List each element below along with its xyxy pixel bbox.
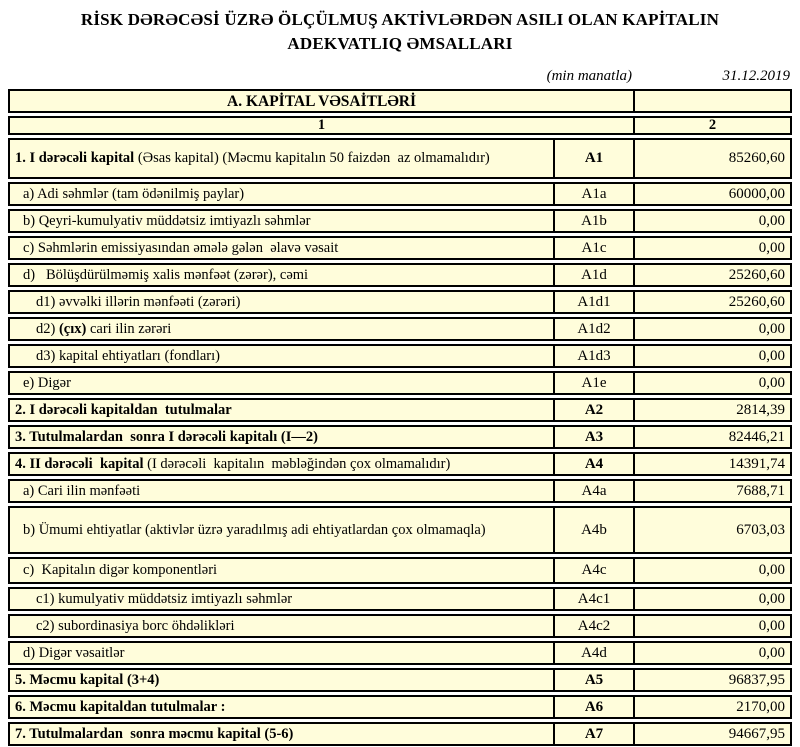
table-row bbox=[8, 317, 792, 341]
row-label: c) Səhmlərin emissiyasından əmələ gələn əlavə vəsait bbox=[8, 236, 555, 260]
row-value: 0,00 bbox=[635, 317, 792, 341]
row-code: A2 bbox=[555, 398, 635, 422]
table-row bbox=[8, 479, 792, 503]
table-row bbox=[8, 236, 792, 260]
row-code: A1d2 bbox=[555, 317, 635, 341]
row-code: A4c bbox=[555, 557, 635, 584]
report-date: 31.12.2019 bbox=[722, 68, 790, 84]
table-row bbox=[8, 668, 792, 692]
table-row bbox=[8, 506, 792, 554]
row-label: a) Adi səhmlər (tam ödənilmiş paylar) bbox=[8, 182, 555, 206]
row-label: d3) kapital ehtiyatları (fondları) bbox=[8, 344, 555, 368]
page-title-line1: RİSK DƏRƏCƏSİ ÜZRƏ ÖLÇÜLMUŞ AKTİVLƏRDƏN ASILI OLAN KAPİTALIN bbox=[80, 10, 720, 29]
table-row bbox=[8, 138, 792, 179]
column-header-1: 1 bbox=[8, 116, 635, 135]
row-value: 2170,00 bbox=[635, 695, 792, 719]
table-row bbox=[8, 722, 792, 746]
row-code: A4d bbox=[555, 641, 635, 665]
row-label: b) Qeyri-kumulyativ müddətsiz imtiyazlı səhmlər bbox=[8, 209, 555, 233]
row-value: 0,00 bbox=[635, 344, 792, 368]
row-label: e) Digər bbox=[8, 371, 555, 395]
row-label: d) Bölüşdürülməmiş xalis mənfəət (zərər), cəmi bbox=[8, 263, 555, 287]
table-row bbox=[8, 263, 792, 287]
row-code: A1 bbox=[555, 138, 635, 179]
page-title bbox=[8, 8, 792, 56]
row-code: A1e bbox=[555, 371, 635, 395]
row-value: 0,00 bbox=[635, 557, 792, 584]
row-code: A1a bbox=[555, 182, 635, 206]
row-value: 82446,21 bbox=[635, 425, 792, 449]
row-value: 14391,74 bbox=[635, 452, 792, 476]
units-note: (min manatla) bbox=[546, 68, 632, 84]
row-label: 7. Tutulmalardan sonra məcmu kapital (5-6) bbox=[8, 722, 555, 746]
row-label: d1) əvvəlki illərin mənfəəti (zərəri) bbox=[8, 290, 555, 314]
row-value: 0,00 bbox=[635, 587, 792, 611]
column-header-2: 2 bbox=[635, 116, 792, 135]
table-row bbox=[8, 557, 792, 584]
table-row bbox=[8, 209, 792, 233]
table-row bbox=[8, 695, 792, 719]
row-value: 85260,60 bbox=[635, 138, 792, 179]
row-label: c) Kapitalın digər komponentləri bbox=[8, 557, 555, 584]
section-header-empty-cell bbox=[635, 89, 792, 113]
row-label: d2) (çıx) cari ilin zərəri bbox=[8, 317, 555, 341]
row-label: 5. Məcmu kapital (3+4) bbox=[8, 668, 555, 692]
table-row bbox=[8, 614, 792, 638]
row-code: A3 bbox=[555, 425, 635, 449]
row-value: 0,00 bbox=[635, 236, 792, 260]
row-value: 6703,03 bbox=[635, 506, 792, 554]
table-row bbox=[8, 344, 792, 368]
row-code: A4b bbox=[555, 506, 635, 554]
section-header-row bbox=[8, 89, 792, 113]
row-label: 4. II dərəcəli kapital (I dərəcəli kapitalın məbləğindən çox olmamalıdır) bbox=[8, 452, 555, 476]
row-code: A4c2 bbox=[555, 614, 635, 638]
row-label: c1) kumulyativ müddətsiz imtiyazlı səhmlər bbox=[8, 587, 555, 611]
row-code: A1b bbox=[555, 209, 635, 233]
row-code: A5 bbox=[555, 668, 635, 692]
row-value: 25260,60 bbox=[635, 290, 792, 314]
row-value: 25260,60 bbox=[635, 263, 792, 287]
row-value: 0,00 bbox=[635, 614, 792, 638]
row-code: A4c1 bbox=[555, 587, 635, 611]
row-value: 0,00 bbox=[635, 641, 792, 665]
page-title-line2: ADEKVATLIQ ƏMSALLARI bbox=[287, 34, 513, 53]
row-label: 1. I dərəcəli kapital (Əsas kapital) (Məcmu kapitalın 50 faizdən az olmamalıdır) bbox=[8, 138, 555, 179]
capital-table bbox=[8, 86, 792, 747]
row-code: A1d1 bbox=[555, 290, 635, 314]
row-value: 94667,95 bbox=[635, 722, 792, 746]
table-row bbox=[8, 425, 792, 449]
table-row bbox=[8, 290, 792, 314]
row-value: 96837,95 bbox=[635, 668, 792, 692]
row-label: 3. Tutulmalardan sonra I dərəcəli kapitalı (I—2) bbox=[8, 425, 555, 449]
row-code: A4a bbox=[555, 479, 635, 503]
row-value: 0,00 bbox=[635, 209, 792, 233]
row-code: A6 bbox=[555, 695, 635, 719]
table-row bbox=[8, 641, 792, 665]
row-label: a) Cari ilin mənfəəti bbox=[8, 479, 555, 503]
table-row bbox=[8, 371, 792, 395]
row-code: A7 bbox=[555, 722, 635, 746]
report-meta bbox=[8, 65, 792, 85]
row-code: A1c bbox=[555, 236, 635, 260]
table-row bbox=[8, 182, 792, 206]
row-label: d) Digər vəsaitlər bbox=[8, 641, 555, 665]
table-row bbox=[8, 398, 792, 422]
row-value: 7688,71 bbox=[635, 479, 792, 503]
row-label: 6. Məcmu kapitaldan tutulmalar : bbox=[8, 695, 555, 719]
row-label: 2. I dərəcəli kapitaldan tutulmalar bbox=[8, 398, 555, 422]
row-value: 2814,39 bbox=[635, 398, 792, 422]
row-value: 0,00 bbox=[635, 371, 792, 395]
row-label: b) Ümumi ehtiyatlar (aktivlər üzrə yaradılmış adi ehtiyatlardan çox olmamaqla) bbox=[8, 506, 555, 554]
row-code: A1d bbox=[555, 263, 635, 287]
table-section-header: A. KAPİTAL VƏSAİTLƏRİ bbox=[8, 89, 635, 113]
row-code: A1d3 bbox=[555, 344, 635, 368]
table-row bbox=[8, 452, 792, 476]
table-row bbox=[8, 587, 792, 611]
row-code: A4 bbox=[555, 452, 635, 476]
column-header-row bbox=[8, 116, 792, 135]
row-label: c2) subordinasiya borc öhdəlikləri bbox=[8, 614, 555, 638]
row-value: 60000,00 bbox=[635, 182, 792, 206]
